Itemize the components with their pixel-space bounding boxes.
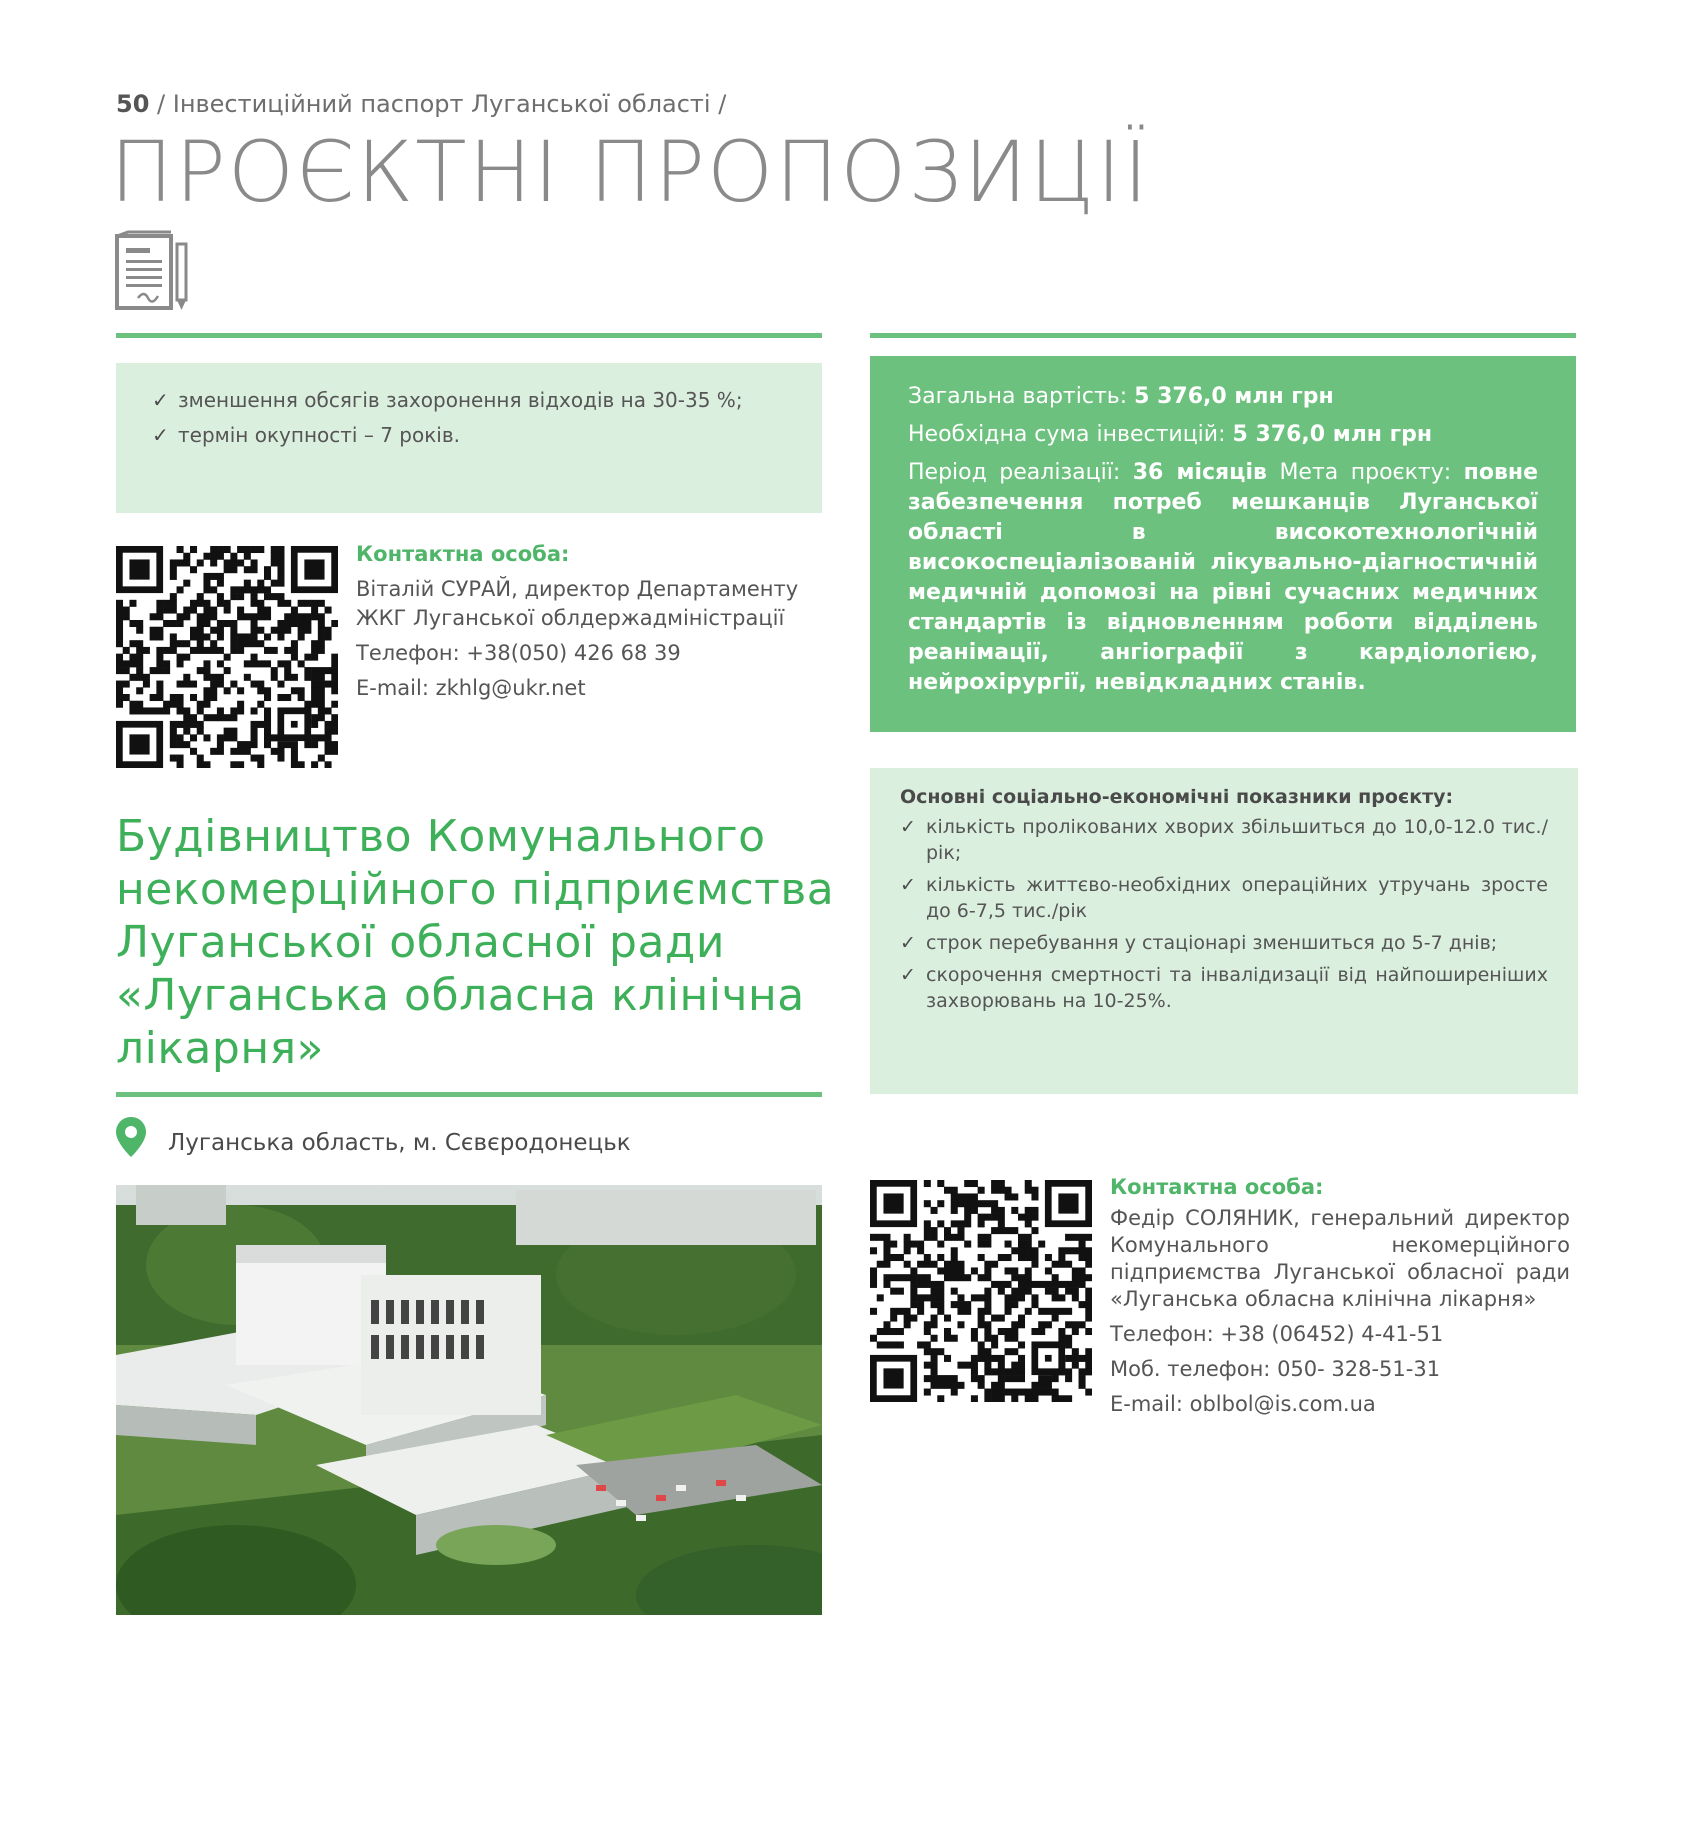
list-item: ✓ зменшення обсягів захоронення відходів на 30-35 %; [152,383,822,418]
document-pencil-icon [114,230,194,318]
check-icon: ✓ [152,388,169,412]
project-title: Будівництво Комунального некомерційного підприємства Луганської обласної ради «Луганська обласна клінічна лікарня» [116,811,835,1074]
contact-title: Контактна особа: [356,542,570,566]
project-photo [116,1185,822,1615]
list-item: ✓ кількість пролікованих хворих збільшиться до 10,0-12.0 тис./рік; [900,816,1548,864]
project-location: Луганська область, м. Сєвєродонецьк [168,1130,631,1156]
list-item: ✓ термін окупності – 7 років. [152,418,822,453]
divider [870,333,1576,338]
list-item: ✓ кількість життєво-необхідних операційних утручань зросте до 6-7,5 тис./рік [900,874,1548,922]
list-item: ✓ строк перебування у стаціонарі зменшиться до 5-7 днів; [900,932,1498,954]
required-investment: Необхідна сума інвестицій: 5 376,0 млн грн [908,422,1433,447]
divider [116,1092,822,1097]
total-cost: Загальна вартість: 5 376,0 млн грн [908,384,1334,409]
period-and-goal: Період реалізації: 36 місяців Мета проєкту: повне забезпечення потреб мешканців Луганської області в високотехнологічній високоспеціалізованій лікувально-діагностичній медичній допомозі на рівні сучасних медичних стандартів із відновленням роботи відділень реанімації, ангіографії з кардіологією, нейрохірургії, невідкладних станів. [908,460,1538,695]
contact-block [356,540,822,703]
qr-code [116,546,338,772]
contact-name: Федір СОЛЯНИК, генеральний директор Комунального некомерційного підприємства Луганської обласної ради «Луганська обласна клінічна лікарня» [1110,1206,1570,1311]
location-pin-icon [116,1117,146,1161]
check-icon: ✓ [152,423,169,447]
contact-name: Віталій СУРАЙ, директор Департаменту ЖКГ Луганської облдержадміністрації [356,577,799,630]
qr-code [870,1180,1092,1406]
section-title: ПРОЄКТНІ ПРОПОЗИЦІЇ [110,123,1150,221]
contact-block [1110,1174,1570,1418]
check-icon: ✓ [900,874,916,896]
contact-phone: Телефон: +38(050) 426 68 39 [356,641,681,665]
check-icon: ✓ [900,964,916,986]
check-icon: ✓ [900,932,916,954]
project-summary-box [870,356,1576,732]
indicators-box [870,768,1578,1094]
running-title: / Інвестиційний паспорт Луганської області / [149,90,727,118]
contact-email: E-mail: oblbol@is.com.ua [1110,1392,1376,1416]
running-header [116,90,726,118]
results-box [116,363,822,513]
contact-mobile: Моб. телефон: 050- 328-51-31 [1110,1357,1441,1381]
divider [116,333,822,338]
list-item: ✓ скорочення смертності та інвалідизації від найпоширеніших захворювань на 10-25%. [900,964,1548,1012]
page-number: 50 [116,90,150,118]
check-icon: ✓ [900,816,916,838]
contact-phone: Телефон: +38 (06452) 4-41-51 [1110,1322,1444,1346]
indicators-title: Основні соціально-економічні показники проєкту: [900,786,1454,808]
contact-email: E-mail: zkhlg@ukr.net [356,676,586,700]
contact-title: Контактна особа: [1110,1175,1324,1199]
